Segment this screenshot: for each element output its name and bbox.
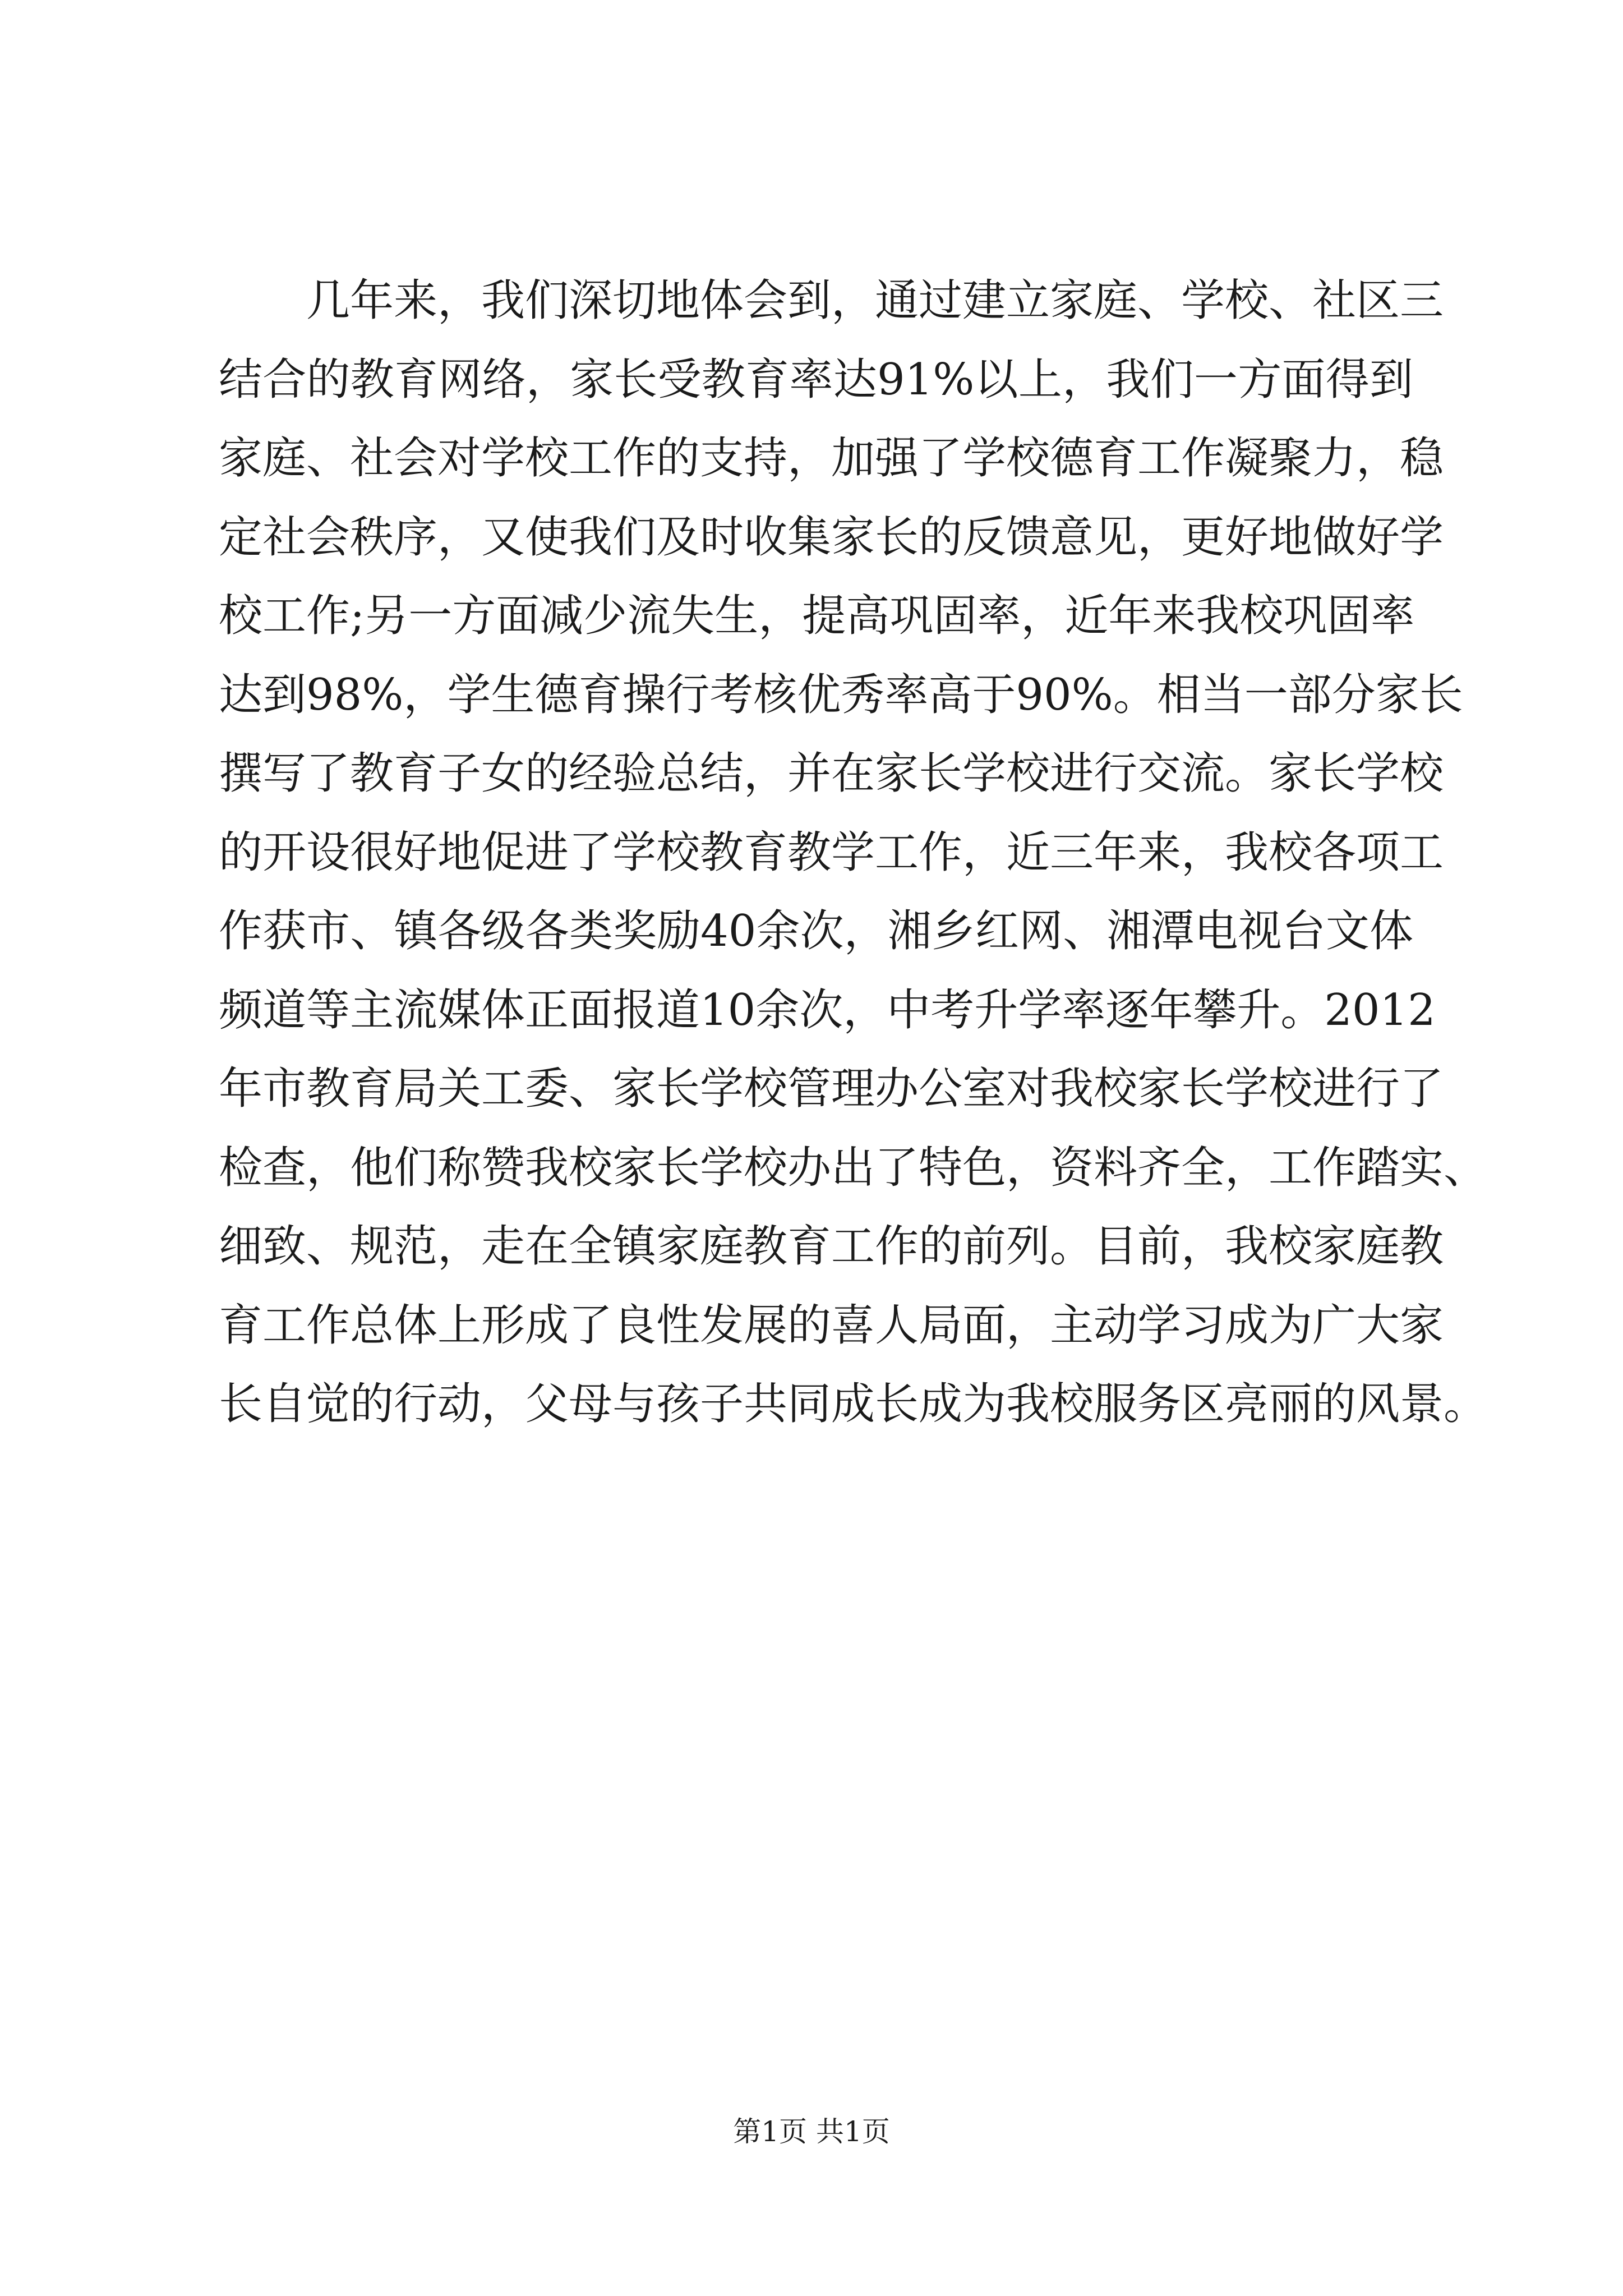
paragraph-line: 结合的教育网络，家长受教育率达91%以上，我们一方面得到 bbox=[219, 354, 1413, 405]
paragraph-line: 检查，他们称赞我校家长学校办出了特色，资料齐全，工作踏实、 bbox=[219, 1142, 1488, 1193]
paragraph-line: 频道等主流媒体正面报道10余次，中考升学率逐年攀升。2012 bbox=[219, 984, 1436, 1036]
paragraph-line: 细致、规范，走在全镇家庭教育工作的前列。目前，我校家庭教 bbox=[219, 1221, 1444, 1272]
paragraph-line: 年市教育局关工委、家长学校管理办公室对我校家长学校进行了 bbox=[219, 1064, 1444, 1114]
paragraph-line: 定社会秩序，又使我们及时收集家长的反馈意见，更好地做好学 bbox=[219, 512, 1444, 563]
paragraph-line: 育工作总体上形成了良性发展的喜人局面，主动学习成为广大家 bbox=[219, 1300, 1444, 1351]
paragraph-line: 几年来，我们深切地体会到，通过建立家庭、学校、社区三 bbox=[306, 275, 1444, 326]
paragraph-line: 家庭、社会对学校工作的支持，加强了学校德育工作凝聚力，稳 bbox=[219, 433, 1444, 484]
page-number-footer: 第1页 共1页 bbox=[733, 2115, 890, 2148]
paragraph-line: 撰写了教育子女的经验总结，并在家长学校进行交流。家长学校 bbox=[219, 748, 1444, 799]
paragraph-line: 的开设很好地促进了学校教育教学工作，近三年来，我校各项工 bbox=[219, 827, 1444, 878]
paragraph-line: 达到98%，学生德育操行考核优秀率高于90%。相当一部分家长 bbox=[219, 669, 1463, 720]
paragraph-line: 校工作;另一方面减少流失生，提高巩固率，近年来我校巩固率 bbox=[219, 591, 1415, 641]
paragraph-line: 长自觉的行动，父母与孩子共同成长成为我校服务区亮丽的风景。 bbox=[219, 1379, 1488, 1429]
body-paragraph bbox=[219, 261, 1488, 1444]
paragraph-line: 作获市、镇各级各类奖励40余次，湘乡红网、湘潭电视台文体 bbox=[219, 906, 1413, 956]
